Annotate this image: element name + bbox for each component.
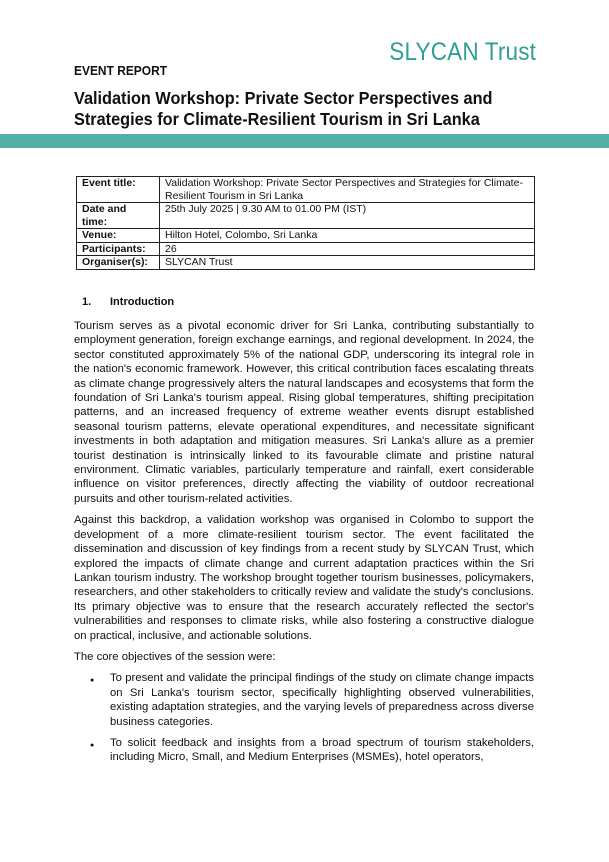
- page-title: Validation Workshop: Private Sector Perspectives and Strategies for Climate-Resilient Tourism in Sri Lanka: [74, 88, 493, 129]
- row-label: Venue:: [77, 229, 160, 243]
- paragraph: Tourism serves as a pivotal economic driver for Sri Lanka, contributing substantially to employment generation, foreign exchange earnings, and regional development. In 2024, the sector constituted approximately 5% of the national GDP, underscoring its integral role in the nation's economic framework. However, this critical contribution faces escalating threats as climate change progressively alters the natural landscapes and ecosystems that form the foundation of Sri Lanka's tourism appeal. Rising global temperatures, shifting precipitation patterns, and an increased frequency of extreme weather events disrupt established seasonal tourism patterns, elevate operational expenditures, and necessitate significant investments in both adaptation and mitigation measures. Sri Lanka's allure as a premier tourist destination is intrinsically linked to its favourable climate and pristine natural environment. Climatic variables, particularly temperature and rainfall, exert considerable influence on visitor preferences, directly affecting the viability of outdoor recreational pursuits and other tourism-related activities.: [74, 320, 534, 505]
- row-label: Date and time:: [77, 203, 160, 229]
- table-row: [77, 177, 535, 203]
- row-value: Hilton Hotel, Colombo, Sri Lanka: [160, 229, 535, 243]
- bullet-icon: ●: [90, 741, 95, 749]
- table-row: [77, 256, 535, 270]
- list-item: [74, 736, 534, 765]
- row-label: Organiser(s):: [77, 256, 160, 270]
- row-value: SLYCAN Trust: [160, 256, 535, 270]
- paragraph: Against this backdrop, a validation workshop was organised in Colombo to support the development of a more climate-resilient tourism sector. The event facilitated the dissemination and discussion of key findings from a recent study by SLYCAN Trust, which explored the impacts of climate change and current adaptation practices within the Sri Lankan tourism industry. The workshop brought together tourism businesses, policymakers, researchers, and other stakeholders to critically review and validate the study's conclusions. Its primary objective was to ensure that the research accurately reflected the sector's vulnerabilities and responses to climate risks, while also fostering a constructive dialogue on practical, inclusive, and actionable solutions.: [74, 514, 534, 642]
- list-item: [74, 671, 534, 729]
- row-label: Event title:: [77, 177, 160, 203]
- section-title: Introduction: [110, 296, 175, 308]
- paragraph: The core objectives of the session were:: [74, 650, 276, 663]
- section-heading: [82, 296, 174, 308]
- section-number: 1.: [82, 296, 92, 308]
- section-body: [74, 319, 534, 772]
- table-row: [77, 229, 535, 243]
- table-row: [77, 242, 535, 256]
- objectives-list: [74, 671, 534, 764]
- row-label: Participants:: [77, 242, 160, 256]
- table-row: [77, 203, 535, 229]
- slycan-logo: SLYCAN Trust: [389, 38, 536, 66]
- event-info-table: [76, 176, 535, 270]
- bullet-icon: ●: [90, 677, 95, 685]
- list-item-text: To solicit feedback and insights from a broad spectrum of tourism stakeholders, including Micro, Small, and Medium Enterprises (MSMEs), hotel operators,: [110, 736, 534, 764]
- row-value: Validation Workshop: Private Sector Perspectives and Strategies for Climate-Resilient Tourism in Sri Lanka: [160, 177, 535, 203]
- report-type: EVENT REPORT: [74, 63, 168, 78]
- header-divider-band: [0, 134, 609, 148]
- list-item-text: To present and validate the principal findings of the study on climate change impacts on Sri Lanka's tourism sector, specifically highlighting observed vulnerabilities, existing adaptation strategies, and the varying levels of preparedness across diverse business categories.: [110, 672, 534, 728]
- row-value: 26: [160, 242, 535, 256]
- row-value: 25th July 2025 | 9.30 AM to 01.00 PM (IST): [160, 203, 535, 229]
